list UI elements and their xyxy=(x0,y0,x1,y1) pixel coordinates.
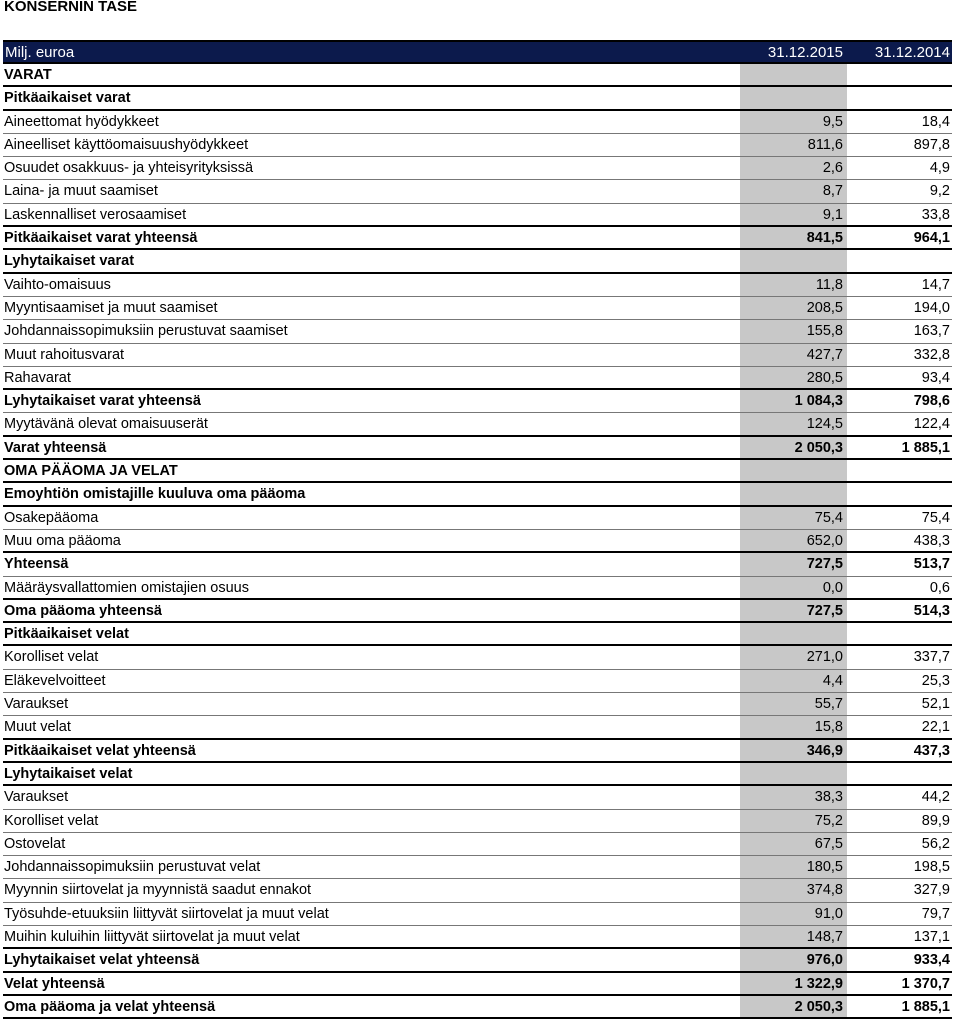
current-year-shading xyxy=(740,460,847,481)
table-row xyxy=(3,879,952,902)
table-row xyxy=(3,623,952,646)
row-label: Työsuhde-etuuksiin liittyvät siirtovelat ja muut velat xyxy=(4,905,329,922)
unit-header: Milj. euroa xyxy=(5,44,75,61)
table-row xyxy=(3,367,952,390)
row-label: Varat yhteensä xyxy=(4,439,107,456)
table-row xyxy=(3,297,952,320)
column-header-2015: 31.12.2015 xyxy=(767,44,843,61)
value-2015: 38,3 xyxy=(814,789,843,806)
value-2015: 4,4 xyxy=(822,672,843,689)
table-row xyxy=(3,763,952,786)
table-row xyxy=(3,157,952,180)
table-row xyxy=(3,810,952,833)
table-row xyxy=(3,274,952,297)
row-label: Laina- ja muut saamiset xyxy=(4,183,158,200)
value-2015: 280,5 xyxy=(806,369,843,386)
value-2015: 374,8 xyxy=(806,882,843,899)
value-2014: 514,3 xyxy=(913,602,950,619)
value-2014: 1 370,7 xyxy=(901,975,950,992)
row-label: Aineettomat hyödykkeet xyxy=(4,113,159,130)
balance-sheet-table xyxy=(3,40,952,1019)
current-year-shading xyxy=(740,483,847,504)
value-2015: 841,5 xyxy=(806,230,843,247)
row-label: Varaukset xyxy=(4,696,69,713)
table-row xyxy=(3,250,952,273)
row-label: Muu oma pääoma xyxy=(4,532,121,549)
page-title: KONSERNIN TASE xyxy=(4,0,138,15)
table-row xyxy=(3,833,952,856)
value-2014: 327,9 xyxy=(913,882,950,899)
value-2015: 124,5 xyxy=(806,416,843,433)
table-row xyxy=(3,600,952,623)
table-row xyxy=(3,111,952,134)
value-2014: 337,7 xyxy=(913,649,950,666)
row-label: Rahavarat xyxy=(4,369,71,386)
value-2014: 964,1 xyxy=(913,230,950,247)
current-year-shading xyxy=(740,250,847,271)
row-label: Ostovelat xyxy=(4,835,66,852)
value-2015: 2 050,3 xyxy=(794,998,843,1015)
row-label: Lyhytaikaiset velat xyxy=(4,765,133,782)
row-label: Lyhytaikaiset varat yhteensä xyxy=(4,393,201,410)
column-header-2014: 31.12.2014 xyxy=(874,44,950,61)
value-2015: 55,7 xyxy=(814,696,843,713)
current-year-shading xyxy=(740,64,847,85)
value-2014: 513,7 xyxy=(913,556,950,573)
row-label: Velat yhteensä xyxy=(4,975,105,992)
value-2014: 89,9 xyxy=(921,812,950,829)
value-2014: 933,4 xyxy=(913,952,950,969)
row-label: VARAT xyxy=(4,67,52,83)
table-row xyxy=(3,413,952,436)
value-2014: 897,8 xyxy=(913,136,950,153)
value-2014: 122,4 xyxy=(913,416,950,433)
value-2014: 137,1 xyxy=(913,928,950,945)
table-row xyxy=(3,390,952,413)
value-2015: 75,4 xyxy=(814,509,843,526)
value-2015: 652,0 xyxy=(806,532,843,549)
table-row xyxy=(3,320,952,343)
row-label: Lyhytaikaiset varat xyxy=(4,253,135,270)
row-label: Määräysvallattomien omistajien osuus xyxy=(4,579,249,596)
table-row xyxy=(3,646,952,669)
value-2014: 1 885,1 xyxy=(901,998,950,1015)
table-row xyxy=(3,344,952,367)
row-label: Pitkäaikaiset varat xyxy=(4,90,131,107)
row-label: Korolliset velat xyxy=(4,649,99,666)
row-label: Pitkäaikaiset varat yhteensä xyxy=(4,230,198,247)
row-label: Johdannaissopimuksiin perustuvat saamiset xyxy=(4,323,288,340)
value-2015: 427,7 xyxy=(806,346,843,363)
table-row xyxy=(3,996,952,1019)
row-label: Pitkäaikaiset velat xyxy=(4,626,129,643)
value-2014: 163,7 xyxy=(913,323,950,340)
row-label: Osuudet osakkuus- ja yhteisyrityksissä xyxy=(4,160,254,177)
row-label: Aineelliset käyttöomaisuushyödykkeet xyxy=(4,136,249,153)
table-row xyxy=(3,64,952,87)
table-row xyxy=(3,553,952,576)
value-2015: 155,8 xyxy=(806,323,843,340)
value-2015: 180,5 xyxy=(806,859,843,876)
value-2015: 148,7 xyxy=(806,928,843,945)
value-2015: 91,0 xyxy=(814,905,843,922)
value-2015: 208,5 xyxy=(806,299,843,316)
row-label: Lyhytaikaiset velat yhteensä xyxy=(4,952,200,969)
table-body xyxy=(3,64,952,1019)
value-2014: 56,2 xyxy=(921,835,950,852)
value-2015: 727,5 xyxy=(806,602,843,619)
value-2015: 9,1 xyxy=(822,206,843,223)
value-2014: 798,6 xyxy=(913,393,950,410)
table-row xyxy=(3,204,952,227)
table-row xyxy=(3,460,952,483)
value-2015: 15,8 xyxy=(814,719,843,736)
value-2015: 727,5 xyxy=(806,556,843,573)
value-2015: 976,0 xyxy=(806,952,843,969)
row-label: Muut rahoitusvarat xyxy=(4,346,125,363)
row-label: Laskennalliset verosaamiset xyxy=(4,206,187,223)
row-label: Yhteensä xyxy=(4,556,69,573)
value-2015: 1 084,3 xyxy=(794,393,843,410)
table-row xyxy=(3,926,952,949)
value-2015: 67,5 xyxy=(814,835,843,852)
table-row xyxy=(3,227,952,250)
table-row xyxy=(3,483,952,506)
row-label: Varaukset xyxy=(4,789,69,806)
row-label: OMA PÄÄOMA JA VELAT xyxy=(4,463,178,480)
row-label: Pitkäaikaiset velat yhteensä xyxy=(4,742,196,759)
table-row xyxy=(3,507,952,530)
table-row xyxy=(3,949,952,972)
value-2014: 75,4 xyxy=(921,509,950,526)
current-year-shading xyxy=(740,623,847,644)
value-2014: 93,4 xyxy=(921,369,950,386)
value-2015: 1 322,9 xyxy=(794,975,843,992)
row-label: Johdannaissopimuksiin perustuvat velat xyxy=(4,859,261,876)
value-2015: 11,8 xyxy=(815,276,843,293)
table-row xyxy=(3,87,952,110)
value-2014: 18,4 xyxy=(921,113,950,130)
value-2014: 0,6 xyxy=(929,579,950,596)
value-2014: 33,8 xyxy=(921,206,950,223)
table-row xyxy=(3,856,952,879)
value-2014: 14,7 xyxy=(921,276,950,293)
row-label: Korolliset velat xyxy=(4,812,99,829)
current-year-shading xyxy=(740,87,847,108)
value-2015: 9,5 xyxy=(822,113,843,130)
value-2014: 22,1 xyxy=(921,719,950,736)
row-label: Emoyhtiön omistajille kuuluva oma pääoma xyxy=(4,486,306,503)
row-label: Vaihto-omaisuus xyxy=(4,276,111,293)
row-label: Eläkevelvoitteet xyxy=(4,672,106,689)
value-2015: 0,0 xyxy=(822,579,843,596)
value-2014: 4,9 xyxy=(929,160,950,177)
value-2014: 79,7 xyxy=(921,905,950,922)
value-2014: 198,5 xyxy=(913,859,950,876)
value-2015: 75,2 xyxy=(814,812,843,829)
row-label: Osakepääoma xyxy=(4,509,99,526)
value-2014: 438,3 xyxy=(913,532,950,549)
value-2015: 346,9 xyxy=(806,742,843,759)
table-row xyxy=(3,437,952,460)
row-label: Myytävänä olevat omaisuuserät xyxy=(4,416,208,433)
table-row xyxy=(3,577,952,600)
row-label: Oma pääoma yhteensä xyxy=(4,602,162,619)
value-2014: 9,2 xyxy=(929,183,950,200)
row-label: Oma pääoma ja velat yhteensä xyxy=(4,998,216,1015)
value-2014: 437,3 xyxy=(913,742,950,759)
value-2014: 1 885,1 xyxy=(901,439,950,456)
table-row xyxy=(3,530,952,553)
value-2014: 332,8 xyxy=(913,346,950,363)
table-row xyxy=(3,786,952,809)
row-label: Myynnin siirtovelat ja myynnistä saadut ennakot xyxy=(4,882,312,899)
value-2015: 8,7 xyxy=(822,183,843,200)
value-2014: 44,2 xyxy=(921,789,950,806)
table-row xyxy=(3,740,952,763)
table-row xyxy=(3,716,952,739)
value-2015: 2,6 xyxy=(822,160,843,177)
table-row xyxy=(3,134,952,157)
value-2014: 25,3 xyxy=(921,672,950,689)
value-2014: 194,0 xyxy=(913,299,950,316)
table-header xyxy=(3,40,952,64)
value-2015: 2 050,3 xyxy=(794,439,843,456)
row-label: Muihin kuluihin liittyvät siirtovelat ja muut velat xyxy=(4,928,300,945)
value-2014: 52,1 xyxy=(921,696,950,713)
table-row xyxy=(3,180,952,203)
value-2015: 271,0 xyxy=(806,649,843,666)
row-label: Myyntisaamiset ja muut saamiset xyxy=(4,299,218,316)
current-year-shading xyxy=(740,763,847,784)
table-row xyxy=(3,693,952,716)
value-2015: 811,6 xyxy=(807,136,843,153)
table-row xyxy=(3,903,952,926)
table-row xyxy=(3,973,952,996)
table-row xyxy=(3,670,952,693)
row-label: Muut velat xyxy=(4,719,71,736)
